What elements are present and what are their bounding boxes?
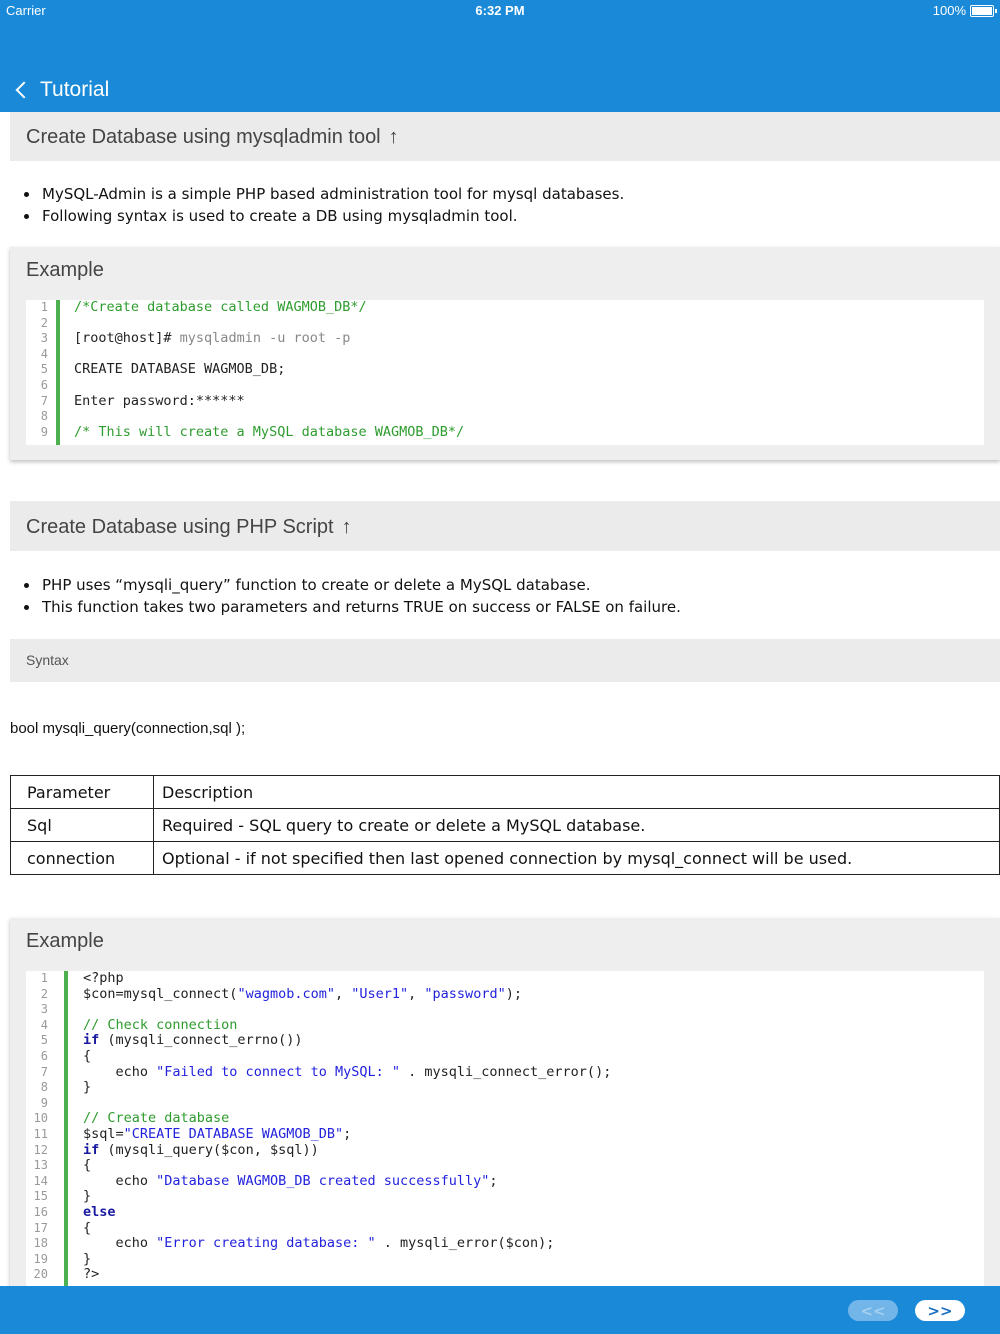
code-token: echo	[83, 1063, 157, 1080]
line-number: 4	[40, 1017, 48, 1032]
code-token: echo	[83, 1235, 157, 1252]
code-token: ,	[334, 985, 352, 1002]
bottom-toolbar	[0, 1286, 1000, 1334]
line-number: 20	[33, 1267, 48, 1282]
function-signature: bool mysqli_query(connection,sql );	[10, 720, 246, 737]
line-number: 2	[40, 986, 48, 1001]
line-number: 5	[40, 1033, 48, 1048]
clock: 6:32 PM	[475, 3, 525, 18]
code-token: . mysqli_connect_error();	[400, 1063, 612, 1080]
line-number: 15	[33, 1189, 48, 1204]
code-token: $con=mysql_connect(	[83, 985, 238, 1002]
table-header: Parameter	[11, 776, 154, 809]
line-number: 7	[40, 1064, 48, 1079]
table-row	[11, 809, 1000, 842]
code-line	[26, 1111, 984, 1127]
tutorial-content[interactable]	[0, 112, 1000, 1286]
code-text	[83, 1158, 91, 1174]
list-item: • This function takes two parameters and returns TRUE on success or FALSE on failure.	[40, 596, 681, 618]
code-text	[74, 425, 464, 441]
table-row	[11, 842, 1000, 875]
code-token: (mysqli_query($con, $sql))	[99, 1141, 319, 1158]
code-line	[26, 987, 984, 1003]
code-line	[26, 1065, 984, 1081]
back-button[interactable]	[14, 78, 109, 102]
code-text	[83, 1049, 91, 1065]
code-line	[26, 300, 984, 316]
table-header: Description	[154, 776, 1000, 809]
example-label: Example	[26, 259, 104, 281]
code-line	[26, 1267, 984, 1283]
code-text	[74, 300, 367, 316]
code-token: (mysqli_connect_errno())	[99, 1032, 303, 1049]
code-block	[26, 971, 984, 1286]
code-line	[26, 378, 984, 394]
code-text	[83, 1252, 91, 1268]
code-line	[26, 1049, 984, 1065]
code-token: {	[83, 1047, 92, 1064]
code-token: <?php	[83, 970, 124, 986]
code-line	[26, 347, 984, 363]
code-token: ,	[408, 985, 425, 1002]
code-text	[83, 1143, 319, 1159]
code-token: "User1"	[351, 985, 409, 1002]
code-token: ?>	[83, 1266, 100, 1283]
line-number: 9	[40, 1095, 48, 1110]
code-token: ;	[343, 1125, 352, 1142]
code-line	[26, 971, 984, 987]
code-token: // Create database	[83, 1110, 230, 1127]
arrow-up-icon[interactable]: ↑	[388, 126, 399, 148]
battery-percent: 100%	[932, 3, 966, 18]
battery-status	[933, 3, 994, 18]
code-line	[26, 1252, 984, 1268]
table-cell: Sql	[11, 809, 154, 842]
line-number: 3	[40, 331, 48, 346]
line-number: 9	[40, 424, 48, 439]
code-line	[26, 425, 984, 441]
code-token: ;	[489, 1172, 498, 1189]
code-text	[83, 1111, 229, 1127]
code-token: echo	[83, 1172, 157, 1189]
navigation-bar	[0, 22, 1000, 112]
code-line	[26, 1033, 984, 1049]
code-line	[26, 316, 984, 332]
list-item: • PHP uses “mysqli_query” function to create or delete a MySQL database.	[40, 574, 681, 596]
list-item: • Following syntax is used to create a DB using mysqladmin tool.	[40, 205, 624, 227]
code-token: "wagmob.com"	[237, 985, 335, 1002]
section-title: Create Database using mysqladmin tool	[26, 126, 381, 148]
example-label: Example	[26, 930, 104, 952]
code-token: "Failed to connect to MySQL: "	[156, 1063, 400, 1080]
code-token: /* This will create a MySQL database WAGMOB_DB*/	[74, 423, 465, 440]
code-text	[74, 331, 350, 347]
code-text	[83, 1065, 611, 1081]
code-token: "Error creating database: "	[156, 1235, 376, 1252]
code-line	[26, 1143, 984, 1159]
code-text	[83, 1221, 91, 1237]
line-number: 11	[33, 1126, 48, 1141]
back-label: Tutorial	[40, 78, 110, 101]
code-line	[26, 331, 984, 347]
code-token: else	[83, 1203, 116, 1220]
code-text	[74, 362, 285, 378]
code-text	[83, 987, 522, 1003]
code-token: }	[83, 1250, 92, 1267]
list-item: • MySQL-Admin is a simple PHP based administration tool for mysql databases.	[40, 183, 624, 205]
status-bar	[0, 0, 1000, 22]
code-text	[83, 1018, 237, 1034]
code-text	[83, 1205, 116, 1221]
line-number: 1	[40, 300, 48, 314]
code-line	[26, 1080, 984, 1096]
line-number: 18	[33, 1236, 48, 1251]
code-line	[26, 409, 984, 425]
example-block	[10, 918, 1000, 1286]
line-number: 6	[40, 1048, 48, 1063]
code-text	[83, 1033, 302, 1049]
code-line	[26, 1221, 984, 1237]
code-token: {	[83, 1219, 92, 1236]
code-token: Enter password:******	[74, 392, 245, 409]
parameter-table	[10, 775, 1000, 875]
battery-icon	[970, 5, 994, 17]
code-text	[83, 1174, 498, 1190]
line-number: 4	[40, 346, 48, 361]
line-number: 1	[40, 971, 48, 985]
line-number: 13	[33, 1158, 48, 1173]
chevron-left-icon	[16, 82, 33, 99]
syntax-header	[10, 639, 1000, 682]
syntax-label: Syntax	[26, 652, 69, 668]
code-line	[26, 362, 984, 378]
code-token: "CREATE DATABASE WAGMOB_DB"	[123, 1125, 344, 1142]
line-number: 10	[33, 1111, 48, 1126]
code-line	[26, 1158, 984, 1174]
code-line	[26, 1127, 984, 1143]
bullet-list	[22, 183, 624, 227]
arrow-up-icon[interactable]: ↑	[341, 516, 352, 538]
code-text	[74, 394, 245, 410]
code-token: . mysqli_error($con);	[375, 1235, 555, 1252]
code-line	[26, 1174, 984, 1190]
bullet-list	[22, 574, 681, 618]
code-token: [root@host]#	[74, 330, 180, 347]
table-header-row	[11, 776, 1000, 809]
line-number: 12	[33, 1142, 48, 1157]
code-token: // Check connection	[83, 1016, 238, 1033]
line-number: 7	[40, 393, 48, 408]
line-number: 16	[33, 1204, 48, 1219]
code-line	[26, 1096, 984, 1112]
next-page-button[interactable]: >>	[915, 1300, 965, 1321]
section-header-mysqladmin	[10, 112, 1000, 161]
previous-page-button[interactable]: <<	[848, 1300, 898, 1321]
section-header-php-script	[10, 501, 1000, 551]
code-token: "Database WAGMOB_DB created successfully"	[156, 1172, 490, 1189]
line-number: 8	[40, 1080, 48, 1095]
line-number: 2	[40, 315, 48, 330]
code-line	[26, 1002, 984, 1018]
code-token: "password"	[424, 985, 506, 1002]
code-token: {	[83, 1157, 92, 1174]
code-token: CREATE DATABASE WAGMOB_DB;	[74, 361, 286, 378]
line-number: 17	[33, 1220, 48, 1235]
code-token: $sql=	[83, 1125, 124, 1142]
line-number: 6	[40, 377, 48, 392]
code-line	[26, 394, 984, 410]
line-number: 5	[40, 362, 48, 377]
table-cell: Required - SQL query to create or delete a MySQL database.	[154, 809, 1000, 842]
example-block	[10, 247, 1000, 460]
code-token: if	[83, 1032, 100, 1049]
code-token: }	[83, 1079, 92, 1096]
code-token: );	[505, 985, 522, 1002]
section-title: Create Database using PHP Script	[26, 516, 334, 538]
code-line	[26, 1236, 984, 1252]
code-line	[26, 1018, 984, 1034]
code-text	[83, 1080, 91, 1096]
code-block	[26, 300, 984, 445]
table-cell: connection	[11, 842, 154, 875]
code-token: if	[83, 1141, 100, 1158]
code-text	[83, 971, 124, 987]
code-text	[83, 1127, 351, 1143]
table-cell: Optional - if not specified then last opened connection by mysql_connect will be used.	[154, 842, 1000, 875]
code-text	[83, 1189, 91, 1205]
code-text	[83, 1236, 554, 1252]
code-text	[83, 1267, 99, 1283]
carrier-label: Carrier	[6, 3, 46, 18]
code-token: }	[83, 1188, 92, 1205]
code-line	[26, 1189, 984, 1205]
line-number: 8	[40, 409, 48, 424]
line-number: 19	[33, 1251, 48, 1266]
code-token: /*Create database called WAGMOB_DB*/	[74, 299, 367, 315]
code-token: mysqladmin -u root -p	[179, 330, 351, 347]
code-line	[26, 1205, 984, 1221]
line-number: 14	[33, 1173, 48, 1188]
line-number: 3	[40, 1002, 48, 1017]
